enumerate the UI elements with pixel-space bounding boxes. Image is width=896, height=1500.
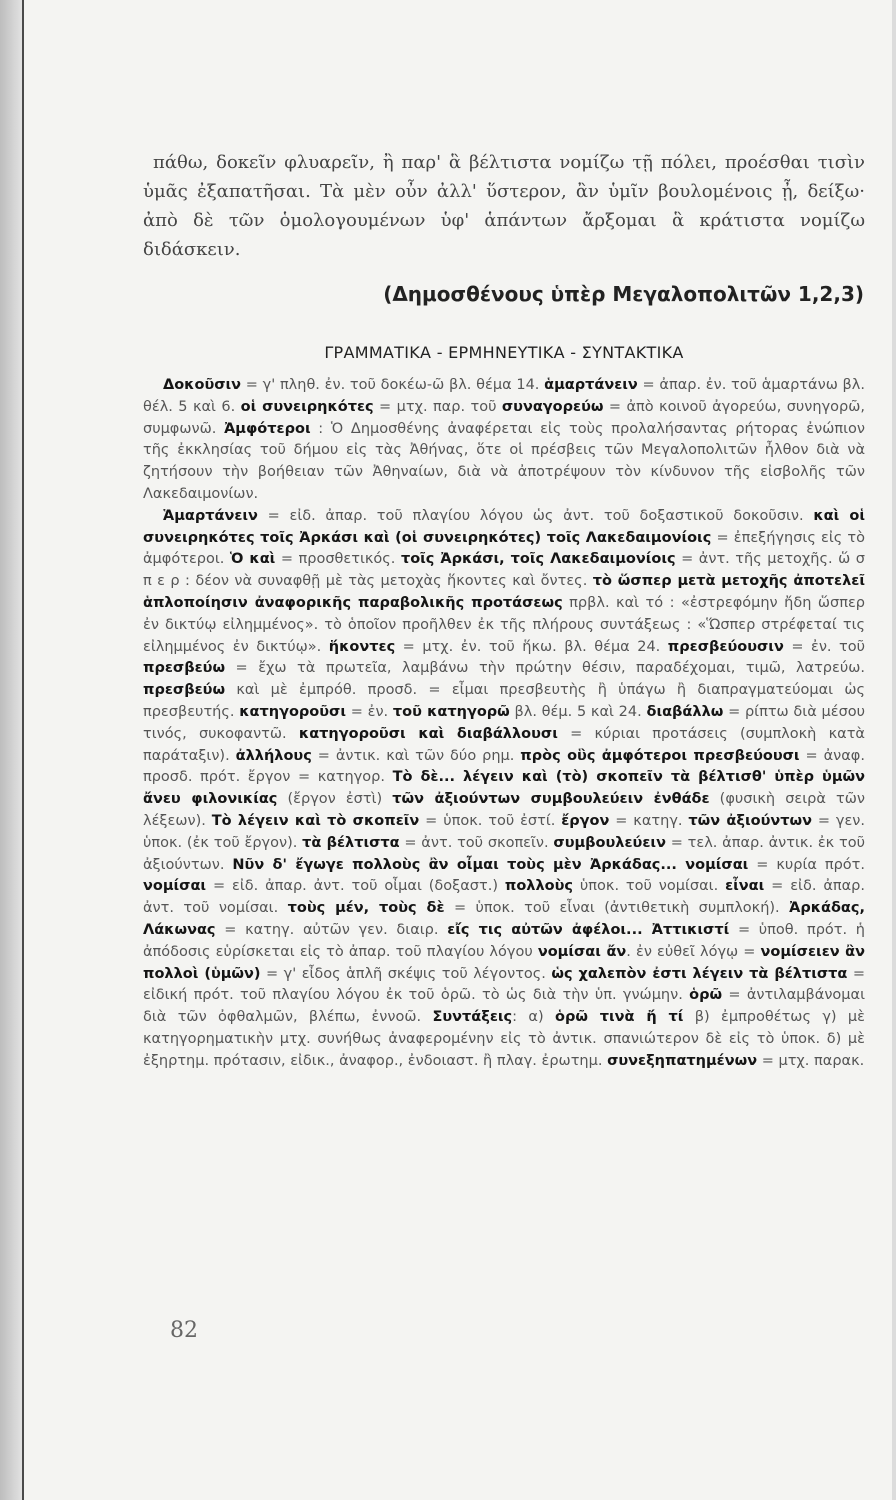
explanation: = προσθετικός. — [275, 551, 401, 568]
explanation: = μτχ. παρ. τοῦ — [373, 398, 502, 415]
explanation: (φυσικὴ σειρὰ τῶν λέξεων). — [143, 791, 865, 829]
term: Νῦν δ' ἔγωγε πολλοὺς ἂν οἶμαι τοὺς μὲν Ἀρκάδας... νομίσαι — [232, 856, 749, 873]
explanation: = ὑποκ. τοῦ εἶναι (ἀντιθετικὴ συμπλοκή). — [444, 900, 790, 917]
explanation: = κατηγ. αὐτῶν γεν. διαιρ. — [215, 921, 448, 938]
explanation: = εἰδ. ἀπαρ. ἀντ. τοῦ νομίσαι. — [143, 878, 865, 917]
term: διαβάλλω — [646, 703, 724, 720]
term: ἀλλήλους — [235, 747, 312, 764]
explanation: = ἐν. τοῦ — [783, 638, 866, 655]
term: Ἀμφότεροι — [224, 420, 311, 437]
term: νομίσαι — [143, 878, 207, 895]
explanation: = ἀναφ. προσδ. πρότ. ἔργον = κατηγορ. — [143, 747, 865, 786]
term: νομίσαι ἄν — [537, 943, 627, 960]
term: συνεξηπατημένων — [607, 1052, 758, 1069]
explanation: ὑποκ. τοῦ νομίσαι. — [573, 878, 726, 895]
term: συναγορεύω — [501, 398, 604, 415]
term: καὶ οἱ συνειρηκότες τοῖς Ἀρκάσι καὶ (οἱ συνειρηκότες) τοῖς Λακεδαιμονίοις — [143, 507, 865, 546]
quote-text: πάθω, δοκεῖν φλυαρεῖν, ἢ παρ' ἃ βέλτιστα νομίζω τῇ πόλει, προέσθαι τισὶν ὑμᾶς ἐξαπατῆσαι. Τὰ μὲν οὖν ἀλλ' ὕστερον, ἂν ὑμῖν βουλομένοις ᾖ, δείξω· ἀπὸ δὲ τῶν ὁμολογουμένων ὑφ' ἁπάντων ἄρξομαι ἃ κράτιστα νομίζω διδάσκειν. — [143, 152, 865, 260]
explanation: = εἰδ. ἀπαρ. ἀντ. τοῦ οἶμαι (δοξαστ.) — [206, 878, 505, 895]
explanation: = ὑποκ. τοῦ ἐστί. — [419, 812, 562, 829]
explanation: = ἀντιλαμβάνομαι διὰ τῶν ὀφθαλμῶν, βλέπω, ἐννοῶ. — [143, 987, 865, 1026]
term: Ἀρκάδας, Λάκωνας — [143, 900, 865, 938]
explanation: = μτχ. παρακ. — [757, 1052, 865, 1069]
term: τοὺς μέν, τοὺς δὲ — [287, 900, 445, 917]
explanation: : Ὁ Δημοσθένης ἀναφέρεται εἰς τοὺς προλαλήσαντας ρήτορας ἐνώπιον τῆς ἐκκλησίας τοῦ δήμου εἰς τὰς Ἀθήνας, ὅτε οἱ πρέσβεις τῶν Μεγαλοπολιτῶν ἦλθον διὰ νὰ ζητήσουν τὴν βοήθειαν τῶν Ἀθηναίων, διὰ νὰ ἀποτρέψουν τὸν κίνδυνον τῆς εἰσβολῆς τῶν Λακεδαιμονίων. — [143, 420, 865, 502]
explanation: . ἐν εὐθεῖ λόγῳ = — [626, 943, 761, 960]
explanation: = ἀντικ. καὶ τῶν δύο ρημ. — [311, 747, 521, 764]
explanation: = γ' πληθ. ἐν. τοῦ δοκέω-ῶ βλ. θέμα 14. — [241, 377, 545, 393]
term: Τὸ δὲ... λέγειν καὶ (τὸ) σκοπεῖν τὰ βέλτισθ' ὑπὲρ ὑμῶν ἄνευ φιλονικίας — [143, 769, 865, 808]
term: κατηγοροῦσι — [239, 703, 346, 720]
term: ὁρῶ — [689, 987, 723, 1004]
quoted-passage — [143, 148, 865, 264]
commentary-body — [143, 375, 865, 1073]
term: πρὸς οὓς ἀμφότεροι πρεσβεύουσι — [520, 747, 800, 764]
term: πολλοὺς — [504, 878, 574, 895]
explanation: βλ. θέμ. 5 καὶ 24. — [509, 703, 647, 720]
term: πρεσβεύω — [143, 682, 226, 699]
term: πρεσβεύω — [143, 660, 226, 677]
explanation: (ἔργον ἐστὶ) — [277, 791, 393, 808]
explanation: = ἐπεξήγησις εἰς τὸ ἀμφότεροι. — [143, 529, 865, 568]
explanation: = κυρία πρότ. — [748, 856, 865, 873]
term: ἁμαρτάνειν — [544, 377, 638, 393]
book-spine-shadow — [0, 0, 22, 1500]
explanation: = ἀντ. τοῦ σκοπεῖν. — [399, 834, 554, 851]
explanation: καὶ μὲ ἐμπρόθ. προσδ. = εἶμαι πρεσβευτὴς ἢ ὑπάγω ἢ διαπραγματεύομαι ὡς πρεσβευτής. — [143, 682, 865, 720]
term: πρεσβεύουσιν — [667, 638, 784, 655]
explanation: = μτχ. ἐν. τοῦ ἥκω. βλ. θέμα 24. — [395, 638, 668, 655]
explanation: = ἀπὸ κοινοῦ ἀγορεύω, συνηγορῶ, συμφωνῶ. — [143, 398, 865, 437]
explanation: β) ἐμπροθέτως γ) μὲ κατηγορηματικὴν μτχ. συνήθως ἀναφερομένην εἰς τὸ ἀντικ. σπανιώτερον δὲ εἰς τὸ ὑποκ. δ) μὲ ἐξηρτημ. πρότασιν, εἰδικ., ἀναφορ., ἐνδοιαστ. ἢ πλαγ. ἐρωτημ. — [143, 1009, 865, 1069]
term: συμβουλεύειν — [553, 834, 666, 851]
explanation: = ἀντ. τῆς μετοχῆς. ὥ σ π ε ρ : δέον νὰ συναφθῇ μὲ τὰς μετοχὰς ἥκοντες καὶ ὄντες. — [143, 551, 865, 590]
term: ὁρῶ τινὰ ἤ τί — [555, 1009, 684, 1026]
explanation: = ἀπαρ. ἐν. τοῦ ἁμαρτάνω βλ. θέλ. 5 καὶ 6. — [143, 377, 865, 415]
explanation: = γ' εἶδος ἁπλῆ σκέψις τοῦ λέγοντος. — [260, 965, 552, 982]
explanation: = ἐν. — [346, 703, 393, 720]
quote-source: (Δημοσθένους ὑπὲρ Μεγαλοπολιτῶν 1,2,3) — [383, 282, 864, 306]
explanation: = ρίπτω διὰ μέσου τινός, συκοφαντῶ. — [143, 703, 866, 742]
explanation: = τελ. ἀπαρ. ἀντικ. ἐκ τοῦ ἀξιούντων. — [143, 834, 865, 873]
explanation: = ὑποθ. πρότ. ἡ ἀπόδοσις εὑρίσκεται εἰς τὸ ἀπαρ. τοῦ πλαγίου λόγου — [143, 921, 865, 960]
term: Συντάξεις — [432, 1009, 513, 1026]
commentary-paragraph — [143, 375, 865, 506]
term: εἶναι — [725, 878, 765, 895]
page-number: 82 — [170, 1318, 198, 1343]
term: τοῖς Ἀρκάσι, τοῖς Λακεδαιμονίοις — [400, 551, 676, 568]
term: ἥκοντες — [328, 638, 396, 655]
term: τοῦ κατηγορῶ — [392, 703, 510, 720]
term: νομίσειεν ἂν πολλοὶ (ὑμῶν) — [143, 943, 866, 982]
term: ὡς χαλεπὸν ἐστι λέγειν τὰ βέλτιστα — [551, 965, 848, 982]
term: τὸ ὥσπερ μετὰ μετοχῆς ἀποτελεῖ ἁπλοποίησιν ἀναφορικῆς παραβολικῆς προτάσεως — [143, 573, 865, 611]
explanation: = κατηγ. — [609, 812, 689, 829]
explanation: = ἔχω τὰ πρωτεῖα, λαμβάνω τὴν πρώτην θέσιν, παραδέχομαι, τιμῶ, λατρεύω. — [225, 660, 865, 677]
explanation: = γεν. ὑποκ. (ἐκ τοῦ ἔργον). — [143, 812, 866, 851]
explanation: πρβλ. καὶ τό : «ἐστρεφόμην ἤδη ὥσπερ ἐν δικτύῳ εἰλημμένος». τὸ ὁποῖον προῆλθεν ἐκ τῆς πλήρους συντάξεως : «Ὥσπερ στρέφεταί τις εἰλημμένος ἐν δικτύῳ». — [143, 594, 865, 655]
term: τὰ βέλτιστα — [302, 834, 400, 851]
term: κατηγοροῦσι καὶ διαβάλλουσι — [298, 725, 558, 742]
term: οἱ συνειρηκότες — [240, 398, 374, 415]
explanation: = κύριαι προτάσεις (συμπλοκὴ κατὰ παράταξιν). — [143, 725, 865, 764]
term: ἔργον — [561, 812, 610, 829]
term: Δοκοῦσιν — [163, 377, 242, 393]
term: τῶν ἀξιούντων συμβουλεύειν ἐνθάδε — [392, 791, 710, 808]
section-heading: ΓΡΑΜΜΑΤΙΚΑ - ΕΡΜΗΝΕΥΤΙΚΑ - ΣΥΝΤΑΚΤΙΚΑ — [324, 343, 684, 362]
explanation: = εἰδ. ἀπαρ. τοῦ πλαγίου λόγου ὡς ἀντ. τοῦ δοξαστικοῦ δοκοῦσιν. — [257, 507, 814, 524]
term: Ἁμαρτάνειν — [163, 507, 258, 524]
term: εἴς τις αὐτῶν ἀφέλοι... Ἀττικιστί — [447, 921, 730, 938]
term: Ὁ καὶ — [229, 551, 276, 568]
explanation: : α) — [512, 1009, 556, 1026]
explanation: = εἰδική πρότ. τοῦ πλαγίου λόγου ἐκ τοῦ ὁρῶ. τὸ ὡς διὰ τὴν ὑπ. γνώμην. — [143, 965, 865, 1004]
term: Τὸ λέγειν καὶ τὸ σκοπεῖν — [211, 812, 420, 829]
term: τῶν ἀξιούντων — [688, 812, 812, 829]
commentary-paragraph — [143, 506, 865, 1073]
